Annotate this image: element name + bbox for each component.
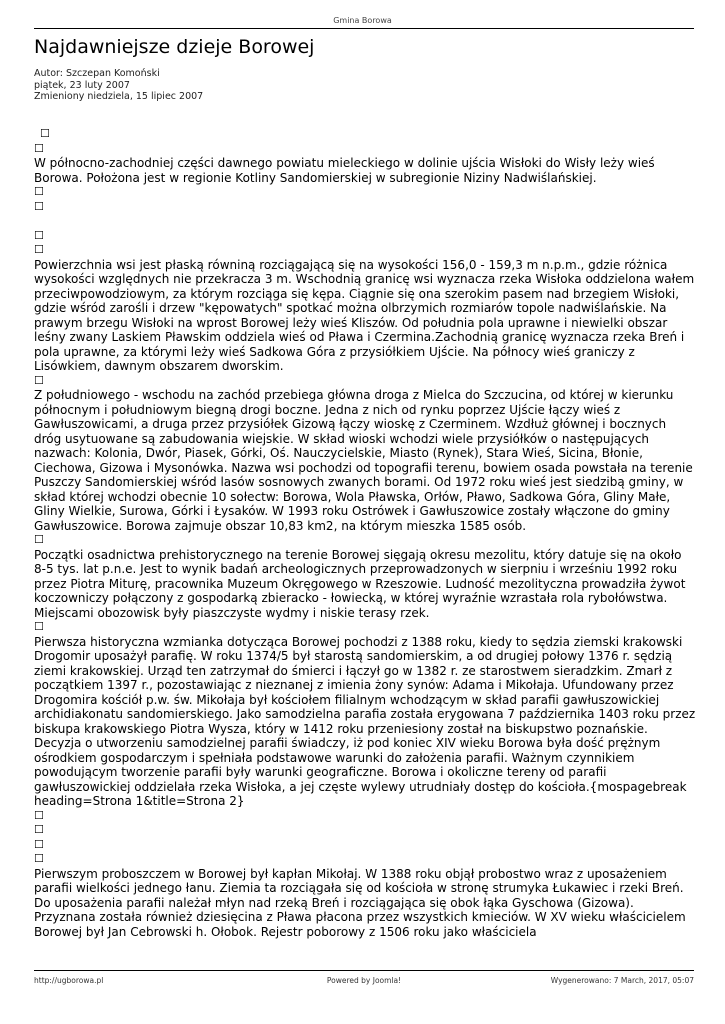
- article-body: [34, 127, 696, 939]
- missing-image-icon: ☐: [34, 620, 44, 633]
- generated-timestamp: Wygenerowano: 7 March, 2017, 05:07: [550, 976, 694, 985]
- author-line: Autor: Szczepan Komoński: [34, 68, 160, 79]
- paragraph: Pierwszym proboszczem w Borowej był kapłan Mikołaj. W 1388 roku objął probostwo wraz z uposażeniem parafii wielkości jednego łanu. Ziemia ta rozciągała się od kościoła w stronę strumyka Łukawiec i rzeki Breń. Do uposażenia parafii należał młyn nad rzeką Breń i rozciągająca się obok łąka Gyschowa (Gizowa). Przyznana została również dziesięcina z Pława płacona przez wszystkich kmieciów. W XV wieku właścicielem Borowej był Jan Cebrowski h. Ołobok. Rejestr poborowy z 1506 roku jako właściciela: [34, 866, 686, 939]
- header-divider: [34, 28, 694, 29]
- date-line: piątek, 23 luty 2007: [34, 79, 130, 91]
- article-meta: [34, 68, 203, 103]
- site-name-header: Gmina Borowa: [333, 16, 392, 25]
- missing-image-icon: ☐: [34, 837, 44, 851]
- missing-image-icon: ☐: [34, 185, 44, 198]
- site-url-link[interactable]: http://ugborowa.pl: [34, 976, 104, 985]
- paragraph: Pierwsza historyczna wzmianka dotycząca Borowej pochodzi z 1388 roku, kiedy to sędzia ziemski krakowski Drogomir uposażył parafię. W roku 1374/5 był starostą sandomierskim, a od drugiej połowy 1376 r. sędzią ziemi krakowskiej. Urząd ten zatrzymał do śmierci i łączył go w 1382 r. ze starostwem sieradzkim. Zmarł z początkiem 1397 r., pozostawiając z nieznanej z imienia żony synów: Adama i Mikołaja. Ufundowany przez Drogomira kościół p.w. św. Mikołaja był kościołem filialnym wchodzącym w skład parafii gawłuszowickiej archidiakonatu sandomierskiego. Jako samodzielna parafia została erygowana 7 października 1403 roku przez biskupa krakowskiego Piotra Wysza, który w 1412 roku przeniesiony został na biskupstwo poznańskie. Decyzja o utworzeniu samodzielnej parafii świadczy, iż pod koniec XIV wieku Borowa była dość prężnym ośrodkiem gospodarczym i spełniała podstawowe warunki do założenia parafii. Ważnym czynnikiem powodującym tworzenie parafii były warunki geograficzne. Borowa i okoliczne tereny od parafii gawłuszowickiej oddzielała rzeka Wisłoka, a jej częste wylewy utrudniały dostęp do kościoła.{mospagebreak heading=Strona 1&title=Strona 2}: [34, 634, 696, 808]
- paragraph: W północno-zachodniej części dawnego powiatu mieleckiego w dolinie ujścia Wisłoki do Wisły leży wieś Borowa. Położona jest w regionie Kotliny Sandomierskiej w subregionie Niziny Nadwiślańskiej.: [34, 156, 655, 185]
- footer-divider: [34, 970, 694, 971]
- missing-image-icon: ☐: [34, 852, 44, 865]
- powered-by-text: Powered by Joomla!: [326, 976, 402, 985]
- missing-image-icon: ☐: [34, 808, 44, 822]
- page-title: Najdawniejsze dzieje Borowej: [34, 36, 315, 58]
- missing-image-icon: ☐: [34, 823, 44, 836]
- paragraph: Z południowego - wschodu na zachód przebiega główna droga z Mielca do Szczucina, od której w kierunku północnym i południowym biegną drogi boczne. Jedna z nich od rynku poprzez Ujście łączy wieś z Gawłuszowicami, a druga przez przysiółek Gizową łączy wioskę z Czerminem. Wzdłuż głównej i bocznych dróg usytuowane są zabudowania wiejskie. W skład wioski wchodzi wiele przysiółków o następujących nazwach: Kolonia, Dwór, Piasek, Górki, Oś. Nauczycielskie, Miasto (Rynek), Stara Wieś, Sicina, Błonie, Ciechowa, Gizowa i Mysonówka. Nazwa wsi pochodzi od topografii terenu, bowiem osada powstała na terenie Puszczy Sandomierskiej wśród lasów sosnowych zwanych borami. Od 1972 roku wieś jest siedzibą gminy, w skład której wchodzi obecnie 10 sołectw: Borowa, Wola Pławska, Orłów, Pławo, Sadkowa Góra, Gliny Małe, Gliny Wielkie, Surowa, Górki i Łysaków. W 1993 roku Ostrówek i Gawłuszowice zostały włączone do gminy Gawłuszowice. Borowa zajmuje obszar 10,83 km2, na którym mieszka 1585 osób.: [34, 388, 693, 533]
- missing-image-icon: ☐: [34, 243, 44, 256]
- missing-image-icon: ☐: [34, 199, 44, 213]
- missing-image-icon: ☐: [34, 533, 44, 546]
- paragraph: Początki osadnictwa prehistorycznego na terenie Borowej sięgają okresu mezolitu, który datuje się na około 8-5 tys. lat p.n.e. Jest to wynik badań archeologicznych przeprowadzonych w sierpniu i wrześniu 1992 roku przez Piotra Miturę, pracownika Muzeum Okręgowego w Rzeszowie. Ludność mezolityczna prowadziła żywot koczowniczy połączony z gospodarką zbieracko - łowiecką, w której wyraźnie wzrastała rola rybołówstwa. Miejscami obozowisk były piaszczyste wydmy i niskie terasy rzek.: [34, 547, 686, 620]
- missing-image-icon: ☐: [34, 228, 44, 242]
- missing-image-icon: ☐: [34, 141, 44, 155]
- blank-line: [34, 214, 696, 229]
- missing-image-icon: ☐: [34, 373, 44, 387]
- paragraph: Powierzchnia wsi jest płaską równiną rozciągającą się na wysokości 156,0 - 159,3 m n.p.m., gdzie różnica wysokości względnych nie przekracza 3 m. Wschodnią granicę wsi wyznacza rzeka Wisłoka oddzielona wałem przeciwpowodziowym, za którym rozciąga się kępa. Ciągnie się ona szerokim pasem nad brzegiem Wisłoki, gdzie wśród zarośli i drzew "kępowatych" spotkać można olbrzymich rozmiarów topole nadwiślańskie. Na prawym brzegu Wisłoki na wprost Borowej leży wieś Kliszów. Od południa pola uprawne i niewielki obszar leśny zwany Laskiem Pławskim oddziela wieś od Pława i Czermina.Zachodnią granicę wyznacza rzeka Breń i pola uprawne, za którymi leży wieś Sadkowa Góra z przysiółkiem Ujście. Na północy wieś graniczy z Lisówkiem, dawnym obszarem dworskim.: [34, 257, 695, 373]
- modified-line: Zmieniony niedziela, 15 lipiec 2007: [34, 91, 204, 102]
- missing-image-icon: ☐: [40, 127, 50, 140]
